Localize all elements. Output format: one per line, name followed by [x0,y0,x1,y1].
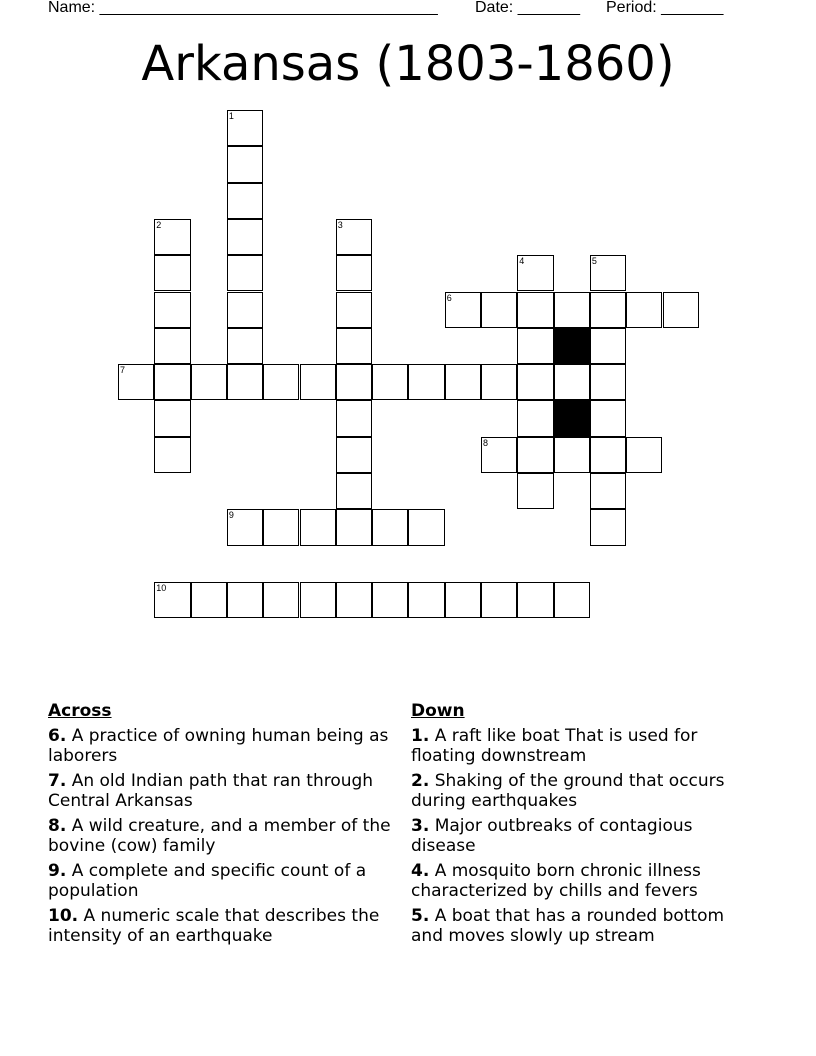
grid-cell[interactable] [263,364,299,400]
clue-number: 7 [120,365,126,376]
across-clue [48,726,393,766]
grid-cell[interactable] [118,364,154,400]
down-heading: Down [411,701,465,721]
black-cell [554,328,590,364]
grid-cell[interactable] [626,437,662,473]
grid-cell[interactable] [227,292,263,328]
grid-cell[interactable] [300,582,336,618]
grid-cell[interactable] [336,292,372,328]
grid-cell[interactable] [227,110,263,146]
grid-cell[interactable] [336,582,372,618]
grid-cell[interactable] [554,582,590,618]
grid-cell[interactable] [481,292,517,328]
clue-num: 10. [48,906,79,926]
clue-text: A raft like boat That is used for floating downstream [411,726,698,766]
period-field-label: Period: _______ [606,0,724,16]
grid-cell[interactable] [227,509,263,545]
grid-cell[interactable] [154,328,190,364]
grid-cell[interactable] [154,292,190,328]
down-clue [411,906,761,946]
down-clue [411,771,761,811]
grid-cell[interactable] [154,255,190,291]
clue-num: 5. [411,906,430,926]
clue-number: 10 [156,582,167,593]
grid-cell[interactable] [517,582,553,618]
grid-cell[interactable] [445,364,481,400]
grid-cell[interactable] [481,437,517,473]
grid-cell[interactable] [154,219,190,255]
page-title: Arkansas (1803-1860) [141,36,675,92]
grid-cell[interactable] [227,219,263,255]
clue-num: 9. [48,861,67,881]
grid-cell[interactable] [336,473,372,509]
clue-text: A boat that has a rounded bottom and moves slowly up stream [411,906,725,946]
clue-text: Shaking of the ground that occurs during earthquakes [411,771,725,811]
across-clue [48,861,393,901]
grid-cell[interactable] [663,292,699,328]
grid-cell[interactable] [408,509,444,545]
grid-cell[interactable] [227,146,263,182]
clue-num: 4. [411,861,430,881]
clue-text: A numeric scale that describes the intensity of an earthquake [48,906,380,946]
grid-cell[interactable] [227,364,263,400]
grid-cell[interactable] [481,582,517,618]
grid-cell[interactable] [336,364,372,400]
grid-cell[interactable] [517,437,553,473]
clue-text: A wild creature, and a member of the bovine (cow) family [48,816,391,856]
grid-cell[interactable] [191,364,227,400]
black-cell [554,400,590,436]
down-clue [411,726,761,766]
grid-cell[interactable] [227,582,263,618]
clue-number: 4 [519,256,525,267]
grid-cell[interactable] [590,509,626,545]
clue-text: A complete and specific count of a population [48,861,367,901]
grid-cell[interactable] [191,582,227,618]
clue-text: A mosquito born chronic illness characterized by chills and fevers [411,861,701,901]
grid-cell[interactable] [408,582,444,618]
grid-cell[interactable] [481,364,517,400]
grid-cell[interactable] [227,255,263,291]
clue-number: 1 [228,111,234,121]
clue-num: 1. [411,726,430,746]
grid-cell[interactable] [590,364,626,400]
grid-cell[interactable] [590,292,626,328]
grid-cell[interactable] [372,509,408,545]
down-clue [411,816,761,856]
clue-number: 2 [156,219,162,230]
grid-cell[interactable] [336,255,372,291]
grid-cell[interactable] [517,255,553,291]
grid-cell[interactable] [590,437,626,473]
clue-num: 8. [48,816,67,836]
grid-cell[interactable] [626,292,662,328]
across-clue [48,906,393,946]
name-field-label: Name: ______________________________________ [48,0,438,16]
clue-text: An old Indian path that ran through Central Arkansas [48,771,374,811]
clue-number: 9 [228,510,234,521]
grid-cell[interactable] [517,400,553,436]
across-clue-list [48,726,393,946]
clue-text: Major outbreaks of contagious disease [411,816,693,856]
clue-num: 2. [411,771,430,791]
date-field-label: Date: _______ [475,0,580,16]
clue-number: 6 [446,292,452,303]
clue-num: 7. [48,771,67,791]
clue-num: 6. [48,726,67,746]
grid-cell[interactable] [590,328,626,364]
grid-cell[interactable] [590,400,626,436]
grid-cell[interactable] [517,328,553,364]
grid-cell[interactable] [554,364,590,400]
grid-cell[interactable] [336,328,372,364]
grid-cell[interactable] [154,364,190,400]
grid-cell[interactable] [517,292,553,328]
clue-number: 8 [483,437,489,448]
across-heading: Across [48,701,112,721]
grid-cell[interactable] [263,582,299,618]
grid-cell[interactable] [154,437,190,473]
grid-cell[interactable] [336,509,372,545]
grid-cell[interactable] [300,509,336,545]
grid-cell[interactable] [590,255,626,291]
grid-cell[interactable] [590,473,626,509]
across-clue [48,816,393,856]
grid-cell[interactable] [336,219,372,255]
clue-number: 3 [337,219,343,230]
down-clue [411,861,761,901]
grid-cell[interactable] [445,292,481,328]
across-clue [48,771,393,811]
grid-cell[interactable] [300,364,336,400]
grid-cell[interactable] [227,328,263,364]
down-clue-list [411,726,761,946]
clue-number: 5 [591,256,597,267]
grid-cell[interactable] [554,437,590,473]
grid-cell[interactable] [372,582,408,618]
grid-cell[interactable] [517,364,553,400]
clue-num: 3. [411,816,430,836]
grid-cell[interactable] [445,582,481,618]
grid-cell[interactable] [154,582,190,618]
down-clues [411,700,761,951]
across-clues [48,700,393,951]
grid-cell[interactable] [154,400,190,436]
grid-cell[interactable] [554,292,590,328]
grid-cell[interactable] [517,473,553,509]
clue-text: A practice of owning human being as laborers [48,726,389,766]
grid-cell[interactable] [372,364,408,400]
grid-cell[interactable] [336,400,372,436]
grid-cell[interactable] [263,509,299,545]
grid-cell[interactable] [408,364,444,400]
grid-cell[interactable] [336,437,372,473]
grid-cell[interactable] [227,183,263,219]
